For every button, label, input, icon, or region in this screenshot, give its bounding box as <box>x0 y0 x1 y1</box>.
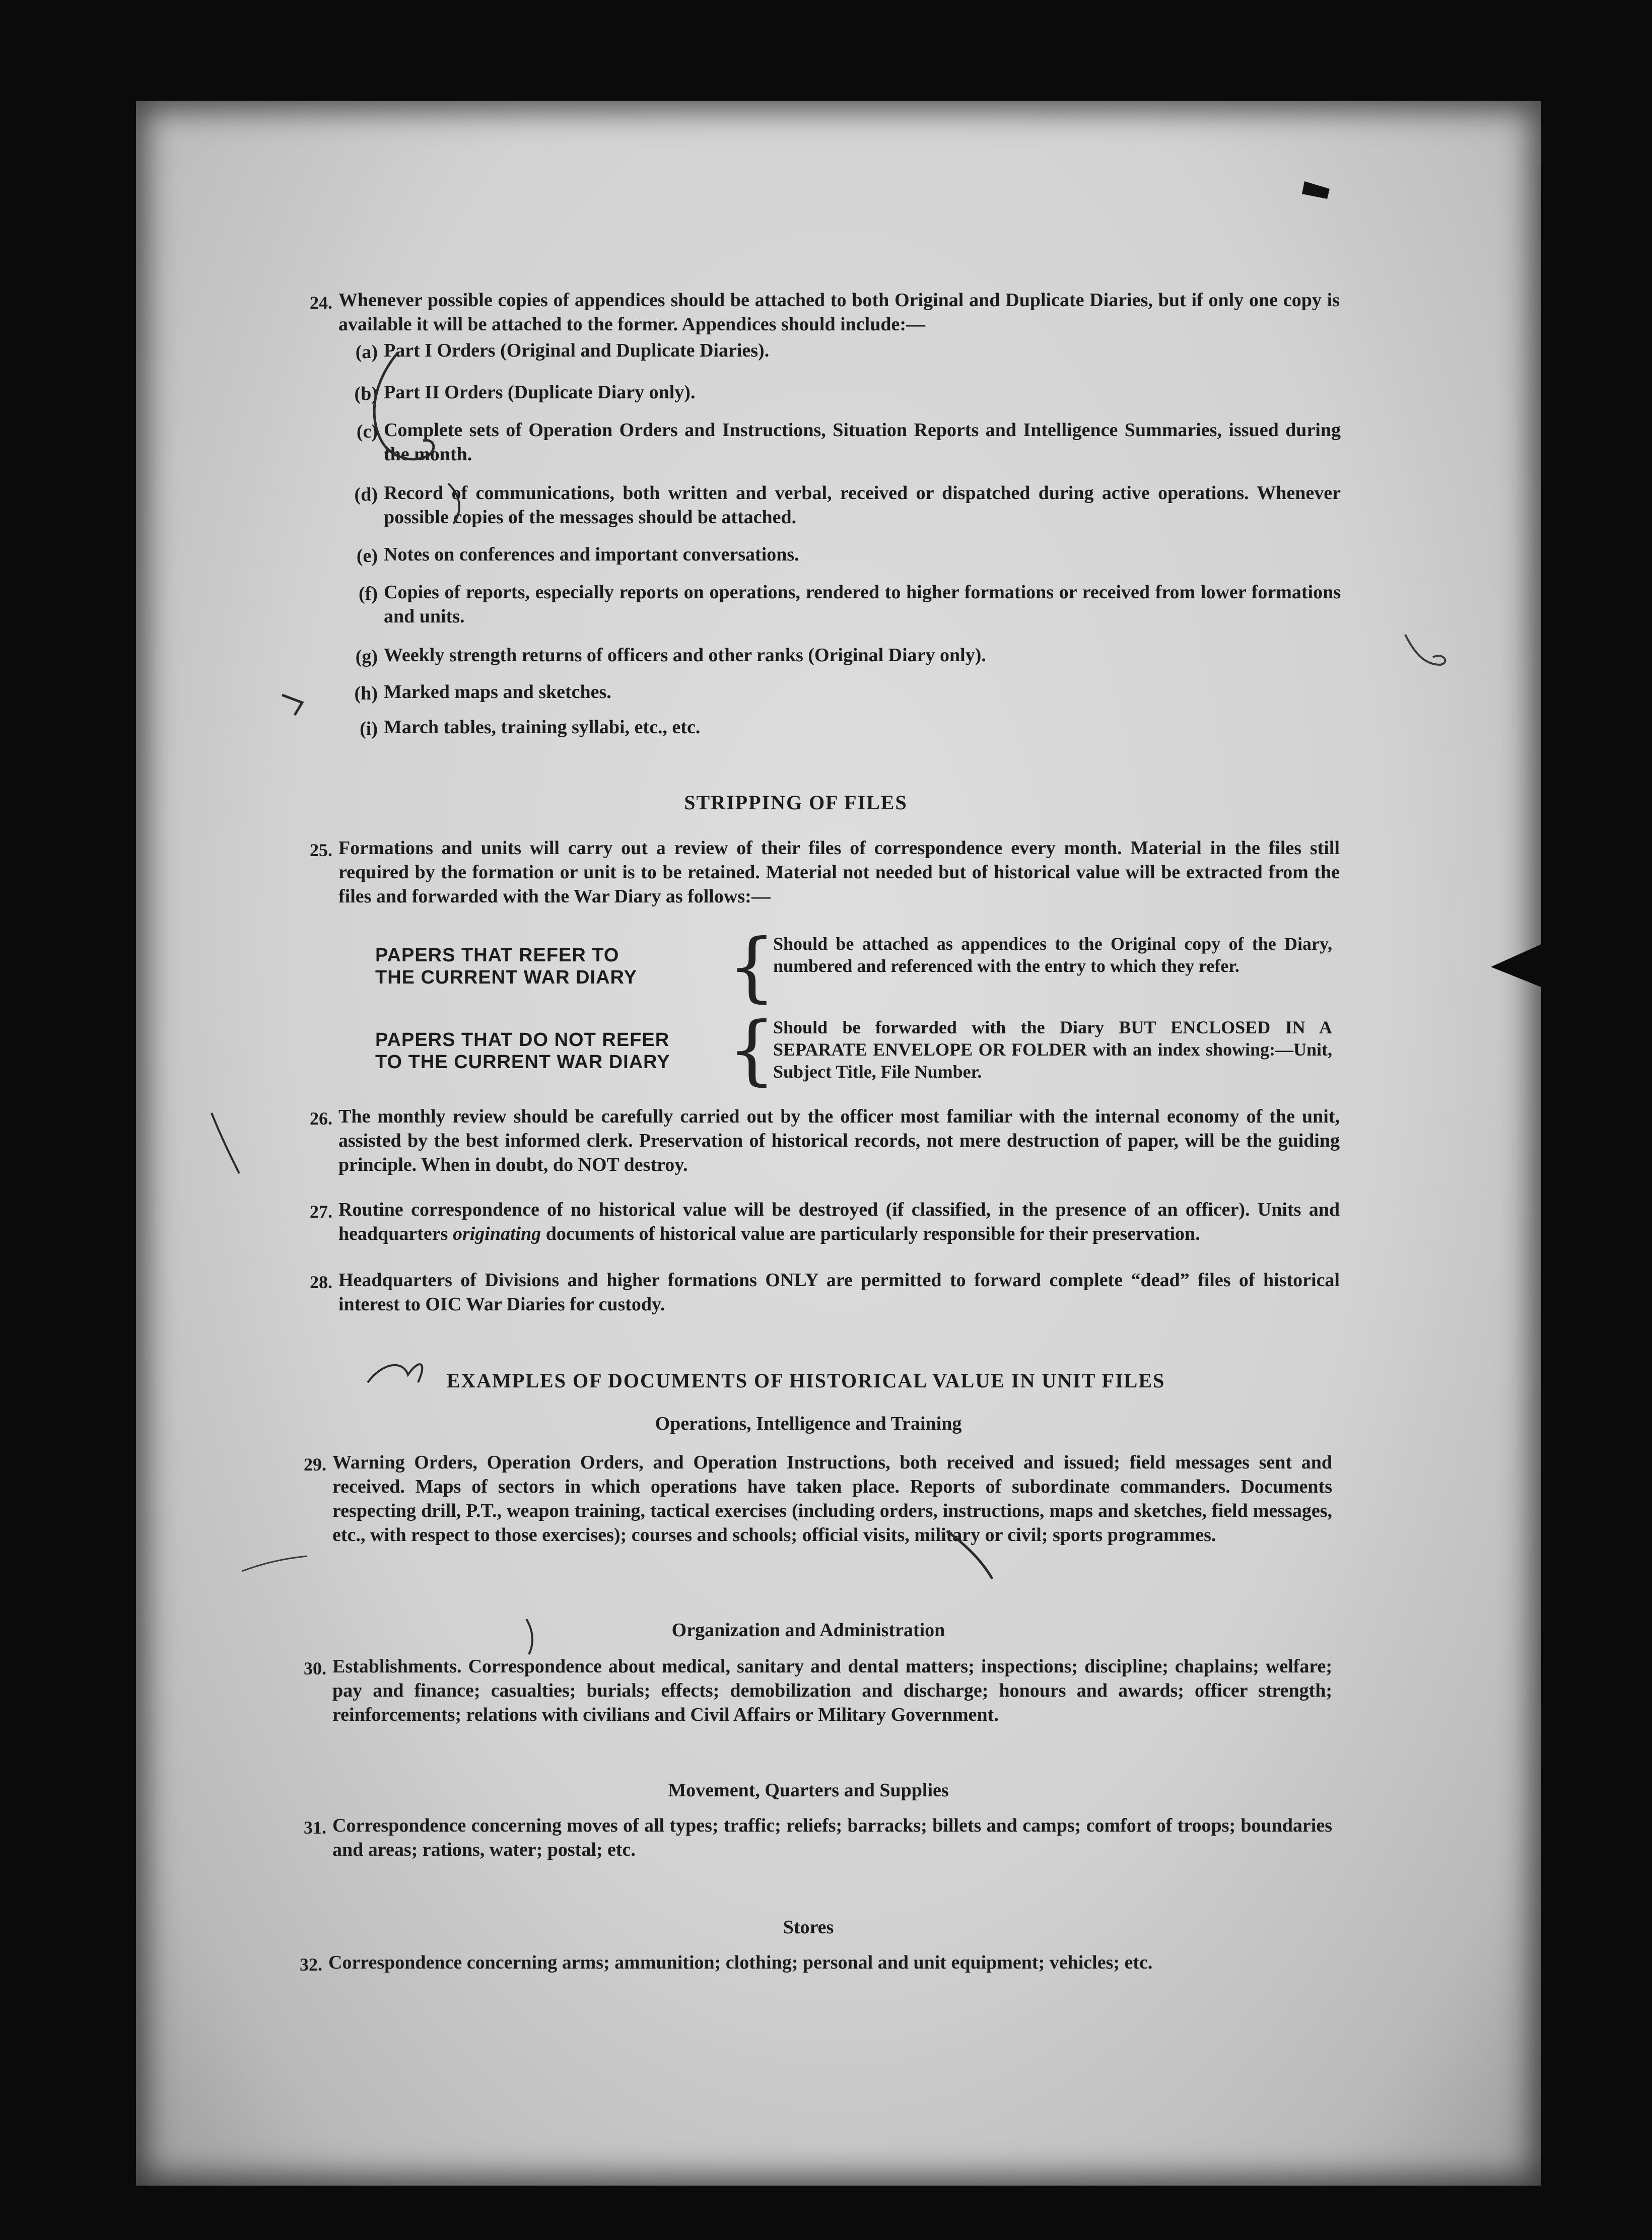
appendix-item-g: Weekly strength returns of officers and other ranks (Original Diary only). <box>384 645 986 666</box>
item-label: (g) <box>355 646 378 667</box>
tick-mark <box>526 1619 532 1654</box>
paragraph-29: Warning Orders, Operation Orders, and Operation Instructions, both received and issued; field messages sent and received. Maps of sectors in which operations have taken place. Reports of subordinate commanders. Documents respecting drill, P.T., weapon training, tactical exercises (including orders, instructions, maps and sketches, field messages, etc., with respect to those exercises); courses and schools; official visits, military or civil; sports programmes. <box>332 1452 1332 1546</box>
margin-notch <box>1491 944 1541 987</box>
appendix-item-e: Notes on conferences and important conversations. <box>384 544 799 565</box>
rule-instruction-refer: Should be attached as appendices to the Original copy of the Diary, numbered and referenced with the entry to which they refer. <box>773 934 1332 976</box>
subheading-movement: Movement, Quarters and Supplies <box>668 1780 949 1801</box>
check-mark <box>368 1364 422 1382</box>
rule-label-line: PAPERS THAT DO NOT REFER <box>375 1029 670 1051</box>
paragraph-25: Formations and units will carry out a review of their files of correspondence every month. Material in the files still required by the formation or unit is to be retained. Material not needed but of historical value will be extracted from the files and forwarded with the War Diary as follows:— <box>338 837 1340 907</box>
arrow-mark <box>282 695 302 715</box>
rule-instruction-not-refer: Should be forwarded with the Diary BUT ENCLOSED IN A SEPARATE ENVELOPE OR FOLDER with an index showing:—Unit, Subject Title, File Number. <box>773 1017 1332 1082</box>
tick-mark <box>448 483 459 524</box>
paragraph-number: 27. <box>310 1202 332 1222</box>
section-heading-stripping: STRIPPING OF FILES <box>684 791 908 814</box>
brace-symbol: { <box>728 923 776 1011</box>
paragraph-31: Correspondence concerning moves of all types; traffic; reliefs; barracks; billets and camps; comfort of troops; boundaries and areas; rations, water; postal; etc. <box>332 1815 1332 1860</box>
margin-line <box>242 1556 307 1571</box>
paragraph-number: 25. <box>310 840 332 860</box>
paragraph-text: Routine correspondence of no historical value will be destroyed (if classified, in the presence of an officer). Units and headquarters <box>338 1199 1340 1244</box>
appendix-item-f: Copies of reports, especially reports on operations, rendered to higher formations or received from lower formations and units. <box>384 582 1341 627</box>
item-label: (h) <box>354 683 378 704</box>
paragraph-26: The monthly review should be carefully carried out by the officer most familiar with the internal economy of the unit, assisted by the best informed clerk. Preservation of historical records, not mere destruction of paper, will be the guiding principle. When in doubt, do NOT destroy. <box>338 1106 1340 1175</box>
item-label: (b) <box>354 383 378 404</box>
paragraph-number: 31. <box>304 1817 326 1838</box>
scribble-mark <box>1405 635 1445 665</box>
paragraph-32: Correspondence concerning arms; ammunition; clothing; personal and unit equipment; vehicles; etc. <box>328 1952 1153 1973</box>
paragraph-number: 29. <box>304 1454 326 1475</box>
item-label: (f) <box>359 583 378 604</box>
bracket-mark <box>374 353 434 459</box>
paragraph-number: 26. <box>310 1108 332 1129</box>
paragraph-number: 24. <box>310 293 332 313</box>
rule-label-line: TO THE CURRENT WAR DIARY <box>375 1052 670 1073</box>
paragraph-text: documents of historical value are particularly responsible for their preservation. <box>541 1223 1200 1244</box>
appendix-item-c: Complete sets of Operation Orders and Instructions, Situation Reports and Intelligence Summaries, issued during the month. <box>384 419 1341 465</box>
appendix-item-d: Record of communications, both written and verbal, received or dispatched during active operations. Whenever possible copies of the messages should be attached. <box>384 482 1341 528</box>
emphasis-text: originating <box>452 1223 541 1244</box>
brace-symbol: { <box>728 1006 776 1094</box>
paragraph-number: 28. <box>310 1272 332 1292</box>
item-label: (i) <box>360 718 378 739</box>
stroke-mark <box>947 1531 992 1579</box>
item-label: (d) <box>354 484 378 505</box>
rule-label-line: THE CURRENT WAR DIARY <box>375 967 637 988</box>
paragraph-30: Establishments. Correspondence about medical, sanitary and dental matters; inspections; discipline; chaplains; welfare; pay and finance; casualties; burials; effects; demobilization and discharge; honours and awards; officer strength; reinforcements; relations with civilians and Civil Affairs or Military Government. <box>332 1656 1332 1725</box>
margin-line <box>212 1113 239 1173</box>
ink-blot <box>1302 181 1330 199</box>
paragraph-number: 30. <box>304 1658 326 1678</box>
paragraph-28: Headquarters of Divisions and higher formations ONLY are permitted to forward complete “dead” files of historical interest to OIC War Diaries for custody. <box>338 1270 1340 1315</box>
item-label: (e) <box>356 545 378 567</box>
subheading-organization: Organization and Administration <box>671 1620 945 1641</box>
section-heading-examples: EXAMPLES OF DOCUMENTS OF HISTORICAL VALUE IN UNIT FILES <box>446 1369 1165 1392</box>
item-label: (c) <box>356 421 378 442</box>
appendix-item-i: March tables, training syllabi, etc., etc. <box>384 717 701 738</box>
subheading-stores: Stores <box>783 1917 834 1938</box>
subheading-operations: Operations, Intelligence and Training <box>655 1413 962 1434</box>
paragraph-24: Whenever possible copies of appendices should be attached to both Original and Duplicate Diaries, but if only one copy is available it will be attached to the former. Appendices should include:— <box>338 290 1340 335</box>
rule-label-line: PAPERS THAT REFER TO <box>375 945 620 966</box>
appendix-item-h: Marked maps and sketches. <box>384 681 611 703</box>
appendix-item-b: Part II Orders (Duplicate Diary only). <box>384 382 696 403</box>
appendix-item-a: Part I Orders (Original and Duplicate Diaries). <box>384 340 770 361</box>
item-label: (a) <box>355 341 378 363</box>
paragraph-number: 32. <box>300 1954 322 1975</box>
